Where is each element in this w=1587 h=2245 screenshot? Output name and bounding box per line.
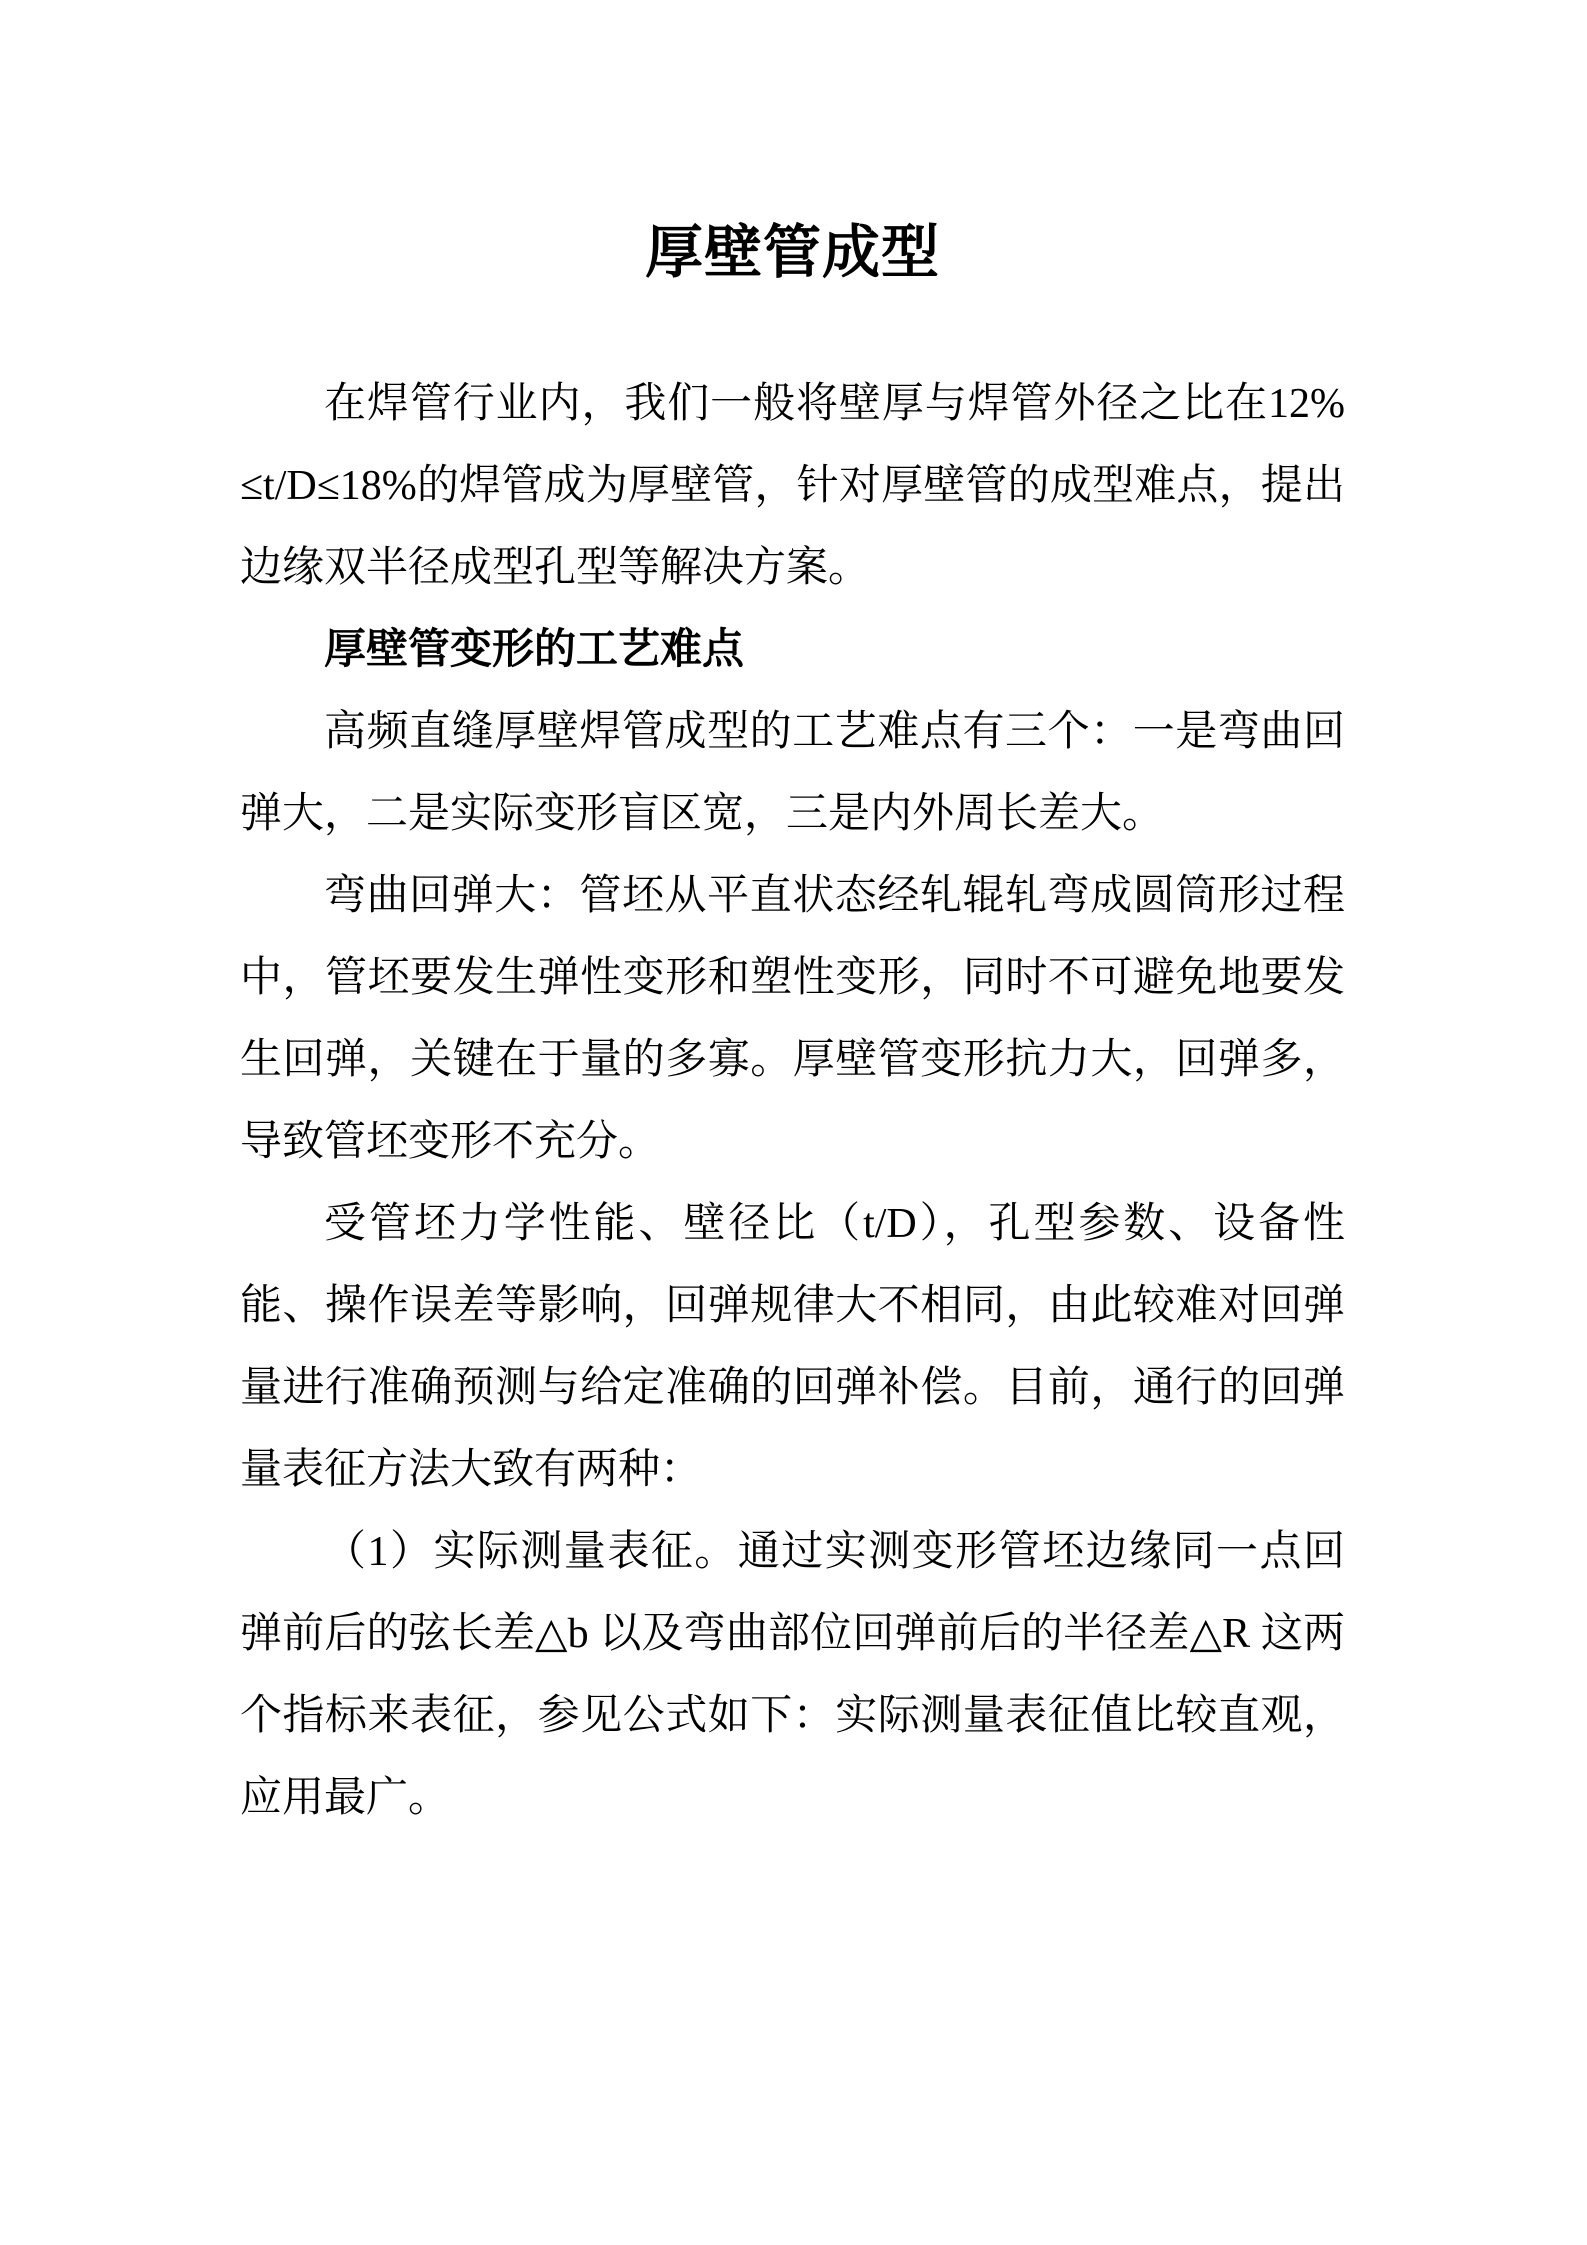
paragraph-springback: 弯曲回弹大：管坯从平直状态经轧辊轧弯成圆筒形过程中，管坯要发生弹性变形和塑性变形，同时不可避免地要发生回弹，关键在于量的多寡。厚壁管变形抗力大，回弹多，导致管坯变形不充分。 (240, 873, 1345, 1165)
paragraph-three-difficulties: 高频直缝厚壁焊管成型的工艺难点有三个：一是弯曲回弹大，二是实际变形盲区宽，三是内外周长差大。 (240, 709, 1345, 837)
paragraph-influencing-factors: 受管坯力学性能、壁径比（t/D），孔型参数、设备性能、操作误差等影响，回弹规律大不相同，由此较难对回弹量进行准确预测与给定准确的回弹补偿。目前，通行的回弹量表征方法大致有两种： (240, 1201, 1345, 1493)
paragraph-measurement-method: （1）实际测量表征。通过实测变形管坯边缘同一点回弹前后的弦长差△b 以及弯曲部位回弹前后的半径差△R 这两个指标来表征，参见公式如下：实际测量表征值比较直观，应用最广。 (240, 1529, 1345, 1821)
paragraph-intro: 在焊管行业内，我们一般将壁厚与焊管外径之比在12%≤t/D≤18%的焊管成为厚壁管，针对厚壁管的成型难点，提出边缘双半径成型孔型等解决方案。 (240, 381, 1345, 591)
section-heading-process-difficulties: 厚壁管变形的工艺难点 (324, 627, 745, 673)
document-title: 厚壁管成型 (644, 220, 940, 285)
